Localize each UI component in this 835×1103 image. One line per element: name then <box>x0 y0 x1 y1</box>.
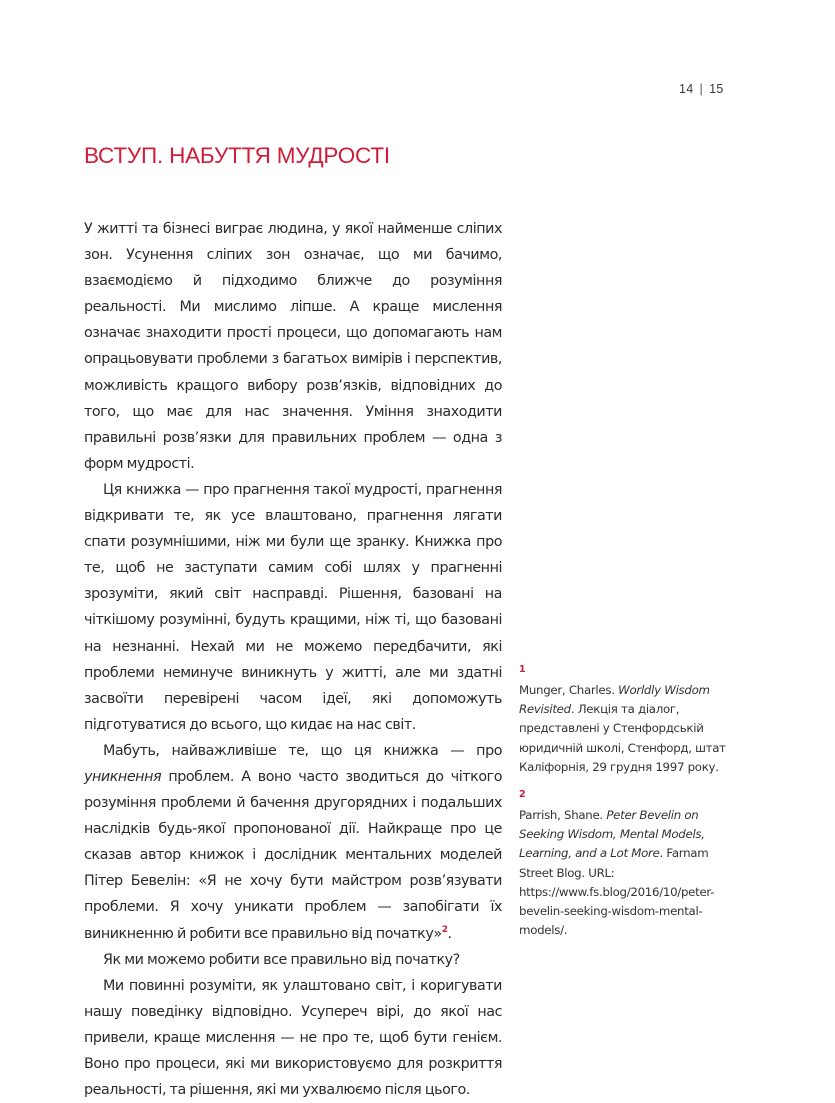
paragraph-5: Ми повинні розуміти, як улаштовано світ, і коригувати нашу поведінку відповідно. Усупереч вірі, до якої нас привели, краще мислення — не про те, щоб бути генієм. Воно про процеси, які ми використовуємо для розкриття реальності, та рішення, які ми ухвалюємо після цього. <box>84 977 502 1099</box>
emphasis-avoidance: уникнення <box>84 768 162 785</box>
footnote-title: Worldly Wisdom Revisited <box>519 683 710 717</box>
footnote-reference-2[interactable]: 2 <box>441 924 448 935</box>
footnote-1 <box>519 663 734 777</box>
footnote-author: Munger, Charles. <box>519 683 619 697</box>
right-page-number: 15 <box>709 82 724 96</box>
footnote-2 <box>519 788 734 940</box>
footnote-number: 2 <box>519 789 526 800</box>
page-number-separator: | <box>699 82 704 96</box>
main-text <box>84 216 502 1103</box>
footnote-author: Parrish, Shane. <box>519 808 607 822</box>
paragraph-1: У житті та бізнесі виграє людина, у якої найменше сліпих зон. Усунення сліпих зон означає, що ми бачимо, взаємодіємо й підходимо ближче до розуміння реальності. Ми мислимо ліпше. А краще мислення означає знаходити прості процеси, що допомагають нам опрацьовувати проблеми з багатьох вимірів і перспектив, можливість кращого вибору розв’язків, відповідних до того, що має для нас значення. Уміння знаходити правильні розв’язки для правильних проблем — одна з форм мудрості. <box>84 221 502 472</box>
footnote-details: . Farnam Street Blog. URL: https://www.fs.blog/2016/10/peter-bevelin-seeking-wisdom-mental-models/. <box>519 846 715 938</box>
chapter-title: ВСТУП. НАБУТТЯ МУДРОСТІ <box>84 143 390 168</box>
left-page-number: 14 <box>679 82 694 96</box>
footnote-text <box>519 683 726 774</box>
footnote-number: 1 <box>519 664 526 675</box>
paragraph-3-text-b: проблем. А воно часто зводиться до чіткого розуміння проблеми й бачення другорядних і подальших наслідків будь-якої пропонованої дії. Найкраще про це сказав автор книжок і дослідник ментальних моделей Пітер Бевелін: «Я не хочу бути майстром розв’язувати проблеми. Я хочу уникати проблем — запобігати їх виникненню й робити все правильно від початку» <box>84 768 502 942</box>
footnote-details: . Лекція та діалог, представлені у Стенфордській юридичній школі, Стенфорд, штат Каліфорнія, 29 грудня 1997 року. <box>519 702 726 774</box>
footnote-title: Peter Bevelin on Seeking Wisdom, Mental Models, Learning, and a Lot More <box>519 808 705 861</box>
paragraph-4: Як ми можемо робити все правильно від початку? <box>103 951 460 968</box>
paragraph-3 <box>84 738 502 947</box>
paragraph-3-text-a: Мабуть, найважливіше те, що ця книжка — про <box>103 742 502 759</box>
footnote-text <box>519 808 714 937</box>
page-number <box>679 82 724 96</box>
paragraph-2: Ця книжка — про прагнення такої мудрості, прагнення відкривати те, як усе влаштовано, прагнення лягати спати розумнішими, ніж ми були ще зранку. Книжка про те, щоб не заступати самим собі шлях у прагненні зрозуміти, який світ насправді. Рішення, базовані на чіткішому розумінні, будуть кращими, ніж ті, що базовані на незнанні. Нехай ми не можемо передбачити, які проблеми неминуче виникнуть у житті, але ми здатні засвоїти перевірені часом ідеї, які допоможуть підготуватися до всього, що кидає на нас світ. <box>84 481 502 733</box>
paragraph-3-end: . <box>447 925 452 942</box>
